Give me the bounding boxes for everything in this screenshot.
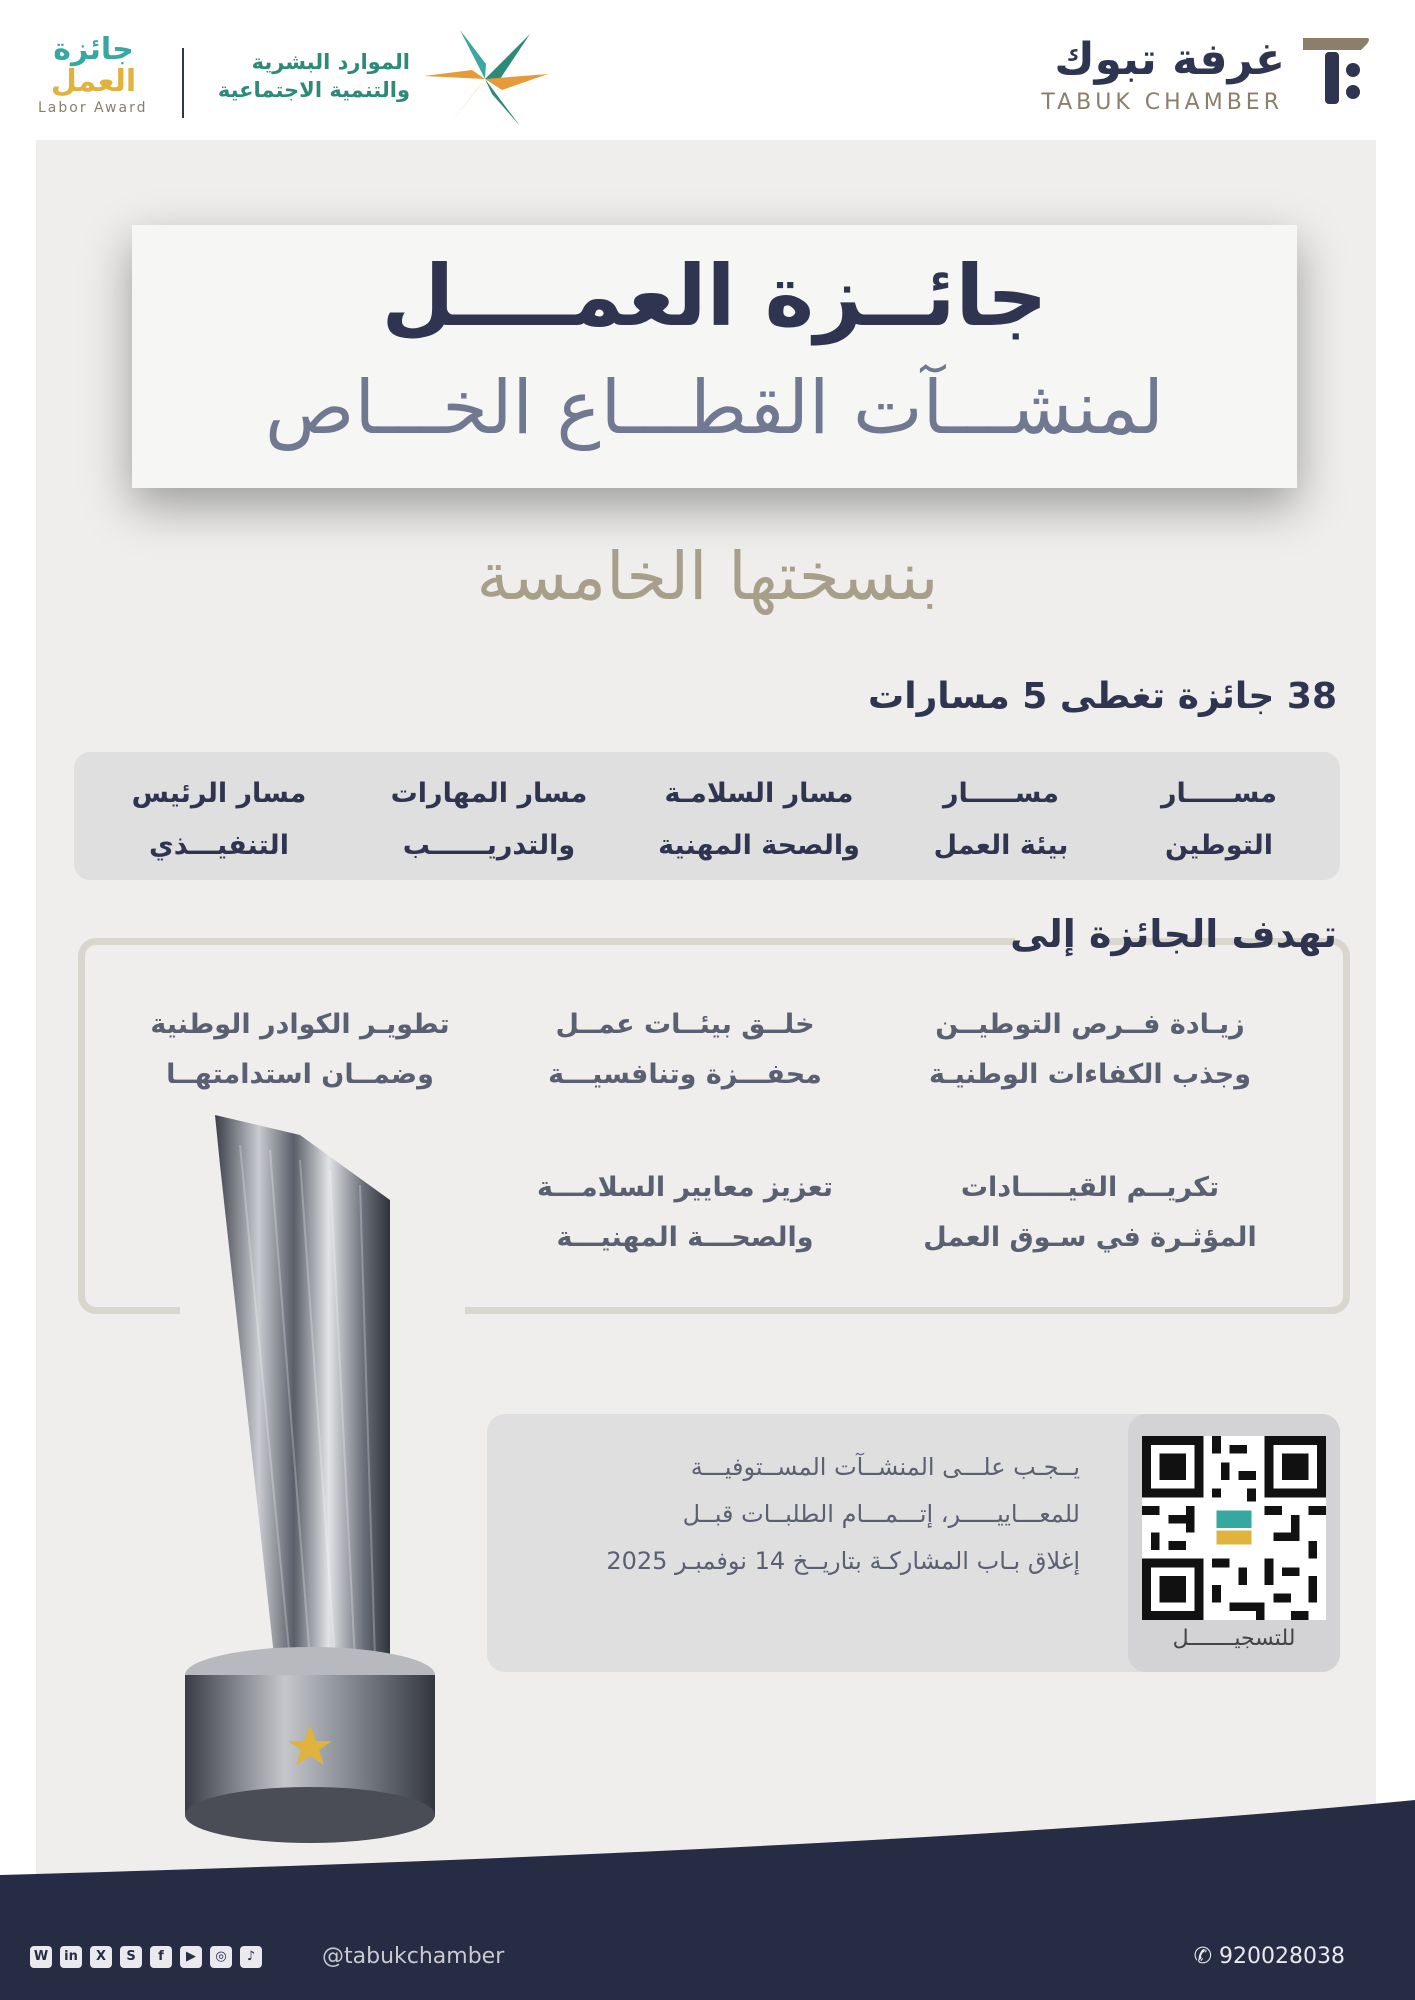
- header-divider: [182, 48, 184, 118]
- facebook-icon[interactable]: f: [150, 1946, 172, 1968]
- track-line: مسار الرئيس: [131, 778, 307, 809]
- qr-card[interactable]: [1128, 1414, 1340, 1672]
- page-title: جائــزة العمــــل: [381, 247, 1048, 345]
- track-work-environment: [886, 768, 1116, 872]
- trophy-image: [160, 1105, 460, 1865]
- track-skills: [374, 768, 604, 872]
- track-safety: [644, 768, 874, 872]
- edition-text: بنسختها الخامسة: [476, 538, 939, 615]
- labor-award-logo: [36, 32, 151, 118]
- labor-award-english: Labor Award: [38, 100, 148, 116]
- ministry-line1: الموارد البشرية: [251, 50, 410, 74]
- goal-line: تطويـر الكوادر الوطنية: [150, 1009, 450, 1040]
- tabuk-chamber-english: TABUK CHAMBER: [1041, 90, 1283, 115]
- page-subtitle: لمنشـــآت القطـــاع الخـــاص: [265, 365, 1164, 451]
- footer-band: [0, 1800, 1415, 2000]
- goal-item: [130, 1000, 470, 1100]
- labor-award-arabic-line2: العمل: [50, 64, 137, 99]
- track-line: مســـــار: [1160, 778, 1277, 809]
- labor-award-arabic-line1: جائزة: [53, 32, 134, 67]
- registration-card: [487, 1414, 1340, 1672]
- goal-item: [515, 1000, 855, 1100]
- track-line: التنفيـــذي: [149, 830, 289, 861]
- goal-line: المؤثـرة في سـوق العمل: [923, 1222, 1257, 1253]
- goal-line: محفـــزة وتنافسيـــة: [548, 1059, 822, 1090]
- track-line: مسار المهارات: [390, 778, 588, 809]
- tabuk-chamber-arabic: غرفة تبوك: [1054, 34, 1285, 85]
- title-card: [132, 225, 1297, 488]
- qr-label: للتسجيـــــــل: [1172, 1626, 1296, 1651]
- goal-item: [920, 1000, 1260, 1100]
- goal-line: وجذب الكفاءات الوطنيـة: [928, 1059, 1252, 1090]
- phone-icon: ✆: [1193, 1944, 1220, 1969]
- track-line: والتدريــــــب: [402, 830, 576, 861]
- track-line: بيئة العمل: [933, 830, 1069, 861]
- youtube-icon[interactable]: ▶: [180, 1946, 202, 1968]
- web-icon[interactable]: W: [30, 1946, 52, 1968]
- goal-item: [515, 1163, 855, 1263]
- tabuk-mark-icon: [1295, 30, 1375, 110]
- snapchat-icon[interactable]: S: [120, 1946, 142, 1968]
- goal-line: والصحـــة المهنيـــة: [556, 1222, 814, 1253]
- social-handle[interactable]: @tabukchamber: [322, 1944, 505, 1969]
- goal-line: تكريــم القيـــــادات: [960, 1172, 1220, 1203]
- qr-code-icon[interactable]: [1142, 1436, 1326, 1620]
- registration-text: [520, 1444, 1080, 1585]
- ministry-logo: [210, 24, 550, 134]
- phone-value: 920028038: [1219, 1944, 1345, 1969]
- goal-item: [920, 1163, 1260, 1263]
- track-line: التوطين: [1164, 830, 1274, 861]
- track-localization: [1104, 768, 1334, 872]
- tracks-heading: 38 جائزة تغطى 5 مسارات: [868, 676, 1337, 717]
- track-line: والصحة المهنية: [658, 830, 860, 861]
- goals-heading: تهدف الجائزة إلى: [1010, 912, 1337, 956]
- registration-line: إغلاق بـاب المشاركـة بتاريــخ 14 نوفمبـر 2025: [606, 1547, 1080, 1575]
- ministry-line2: والتنمية الاجتماعية: [217, 78, 410, 102]
- track-line: مســـــار: [942, 778, 1059, 809]
- tabuk-chamber-logo: [1041, 30, 1375, 120]
- x-icon[interactable]: X: [90, 1946, 112, 1968]
- tiktok-icon[interactable]: ♪: [240, 1946, 262, 1968]
- ministry-star-icon: [420, 24, 550, 134]
- goal-line: وضمــان استدامتهــا: [166, 1059, 434, 1090]
- phone-number[interactable]: [1194, 1944, 1345, 1969]
- goal-line: خلــق بيئــات عمــل: [555, 1009, 815, 1040]
- instagram-icon[interactable]: ◎: [210, 1946, 232, 1968]
- track-line: مسار السلامـة: [664, 778, 854, 809]
- goal-line: تعزيز معايير السلامـــة: [536, 1172, 834, 1203]
- registration-line: يــجـب علـــى المنشــآت المســتوفيـــة: [690, 1453, 1080, 1481]
- tracks-box: [74, 752, 1340, 880]
- track-ceo: [104, 768, 334, 872]
- goal-line: زيـادة فــرص التوطيــن: [935, 1009, 1245, 1040]
- registration-line: للمعـــاييـــــر، إتـــمـــام الطلبــات قبــل: [682, 1500, 1080, 1528]
- linkedin-icon[interactable]: in: [60, 1946, 82, 1968]
